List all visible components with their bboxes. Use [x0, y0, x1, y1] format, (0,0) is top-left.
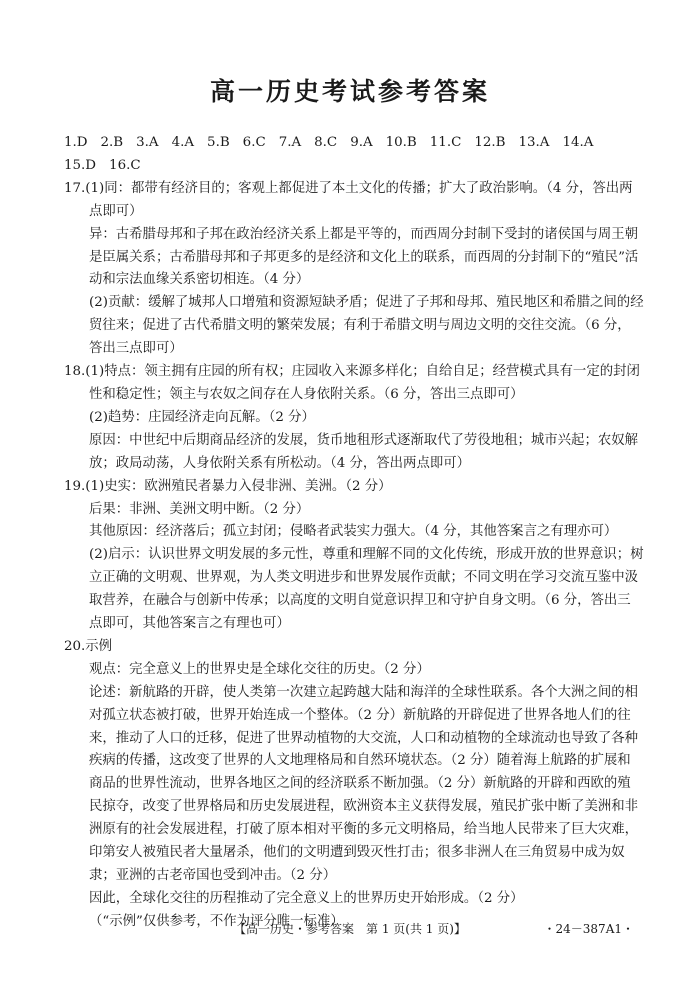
mc-answer: 11.C [429, 135, 462, 150]
q19-part1-consequences: 后果：非洲、美洲文明中断。（2 分） [89, 501, 310, 517]
q18-part2-reasons: 原因：中世纪中后期商品经济的发展，货币地租形式逐渐取代了劳役地租；城市兴起；农奴解放；政局动荡，人身依附关系有所松动。（4 分，答出两点即可） [89, 432, 639, 471]
q20-heading: 20.示例 [64, 638, 113, 654]
q20-conclusion: 因此，全球化交往的历程推动了完全意义上的世界历史开始形成。（2 分） [89, 890, 524, 906]
mc-answer: 7.A [278, 135, 302, 150]
q17-part1-similarities: 17.(1)同：都带有经济目的；客观上都促进了本土文化的传播；扩大了政治影响。（4 分，答出两点即可） [64, 180, 633, 219]
mc-answer: 12.B [474, 135, 506, 150]
q19-part2-lessons: (2)启示：认识世界文明发展的多元性，尊重和理解不同的文化传统，形成开放的世界意识；树立正确的文明观、世界观，为人类文明进步和世界发展作贡献；不同文明在学习交流互鉴中汲取营养，在融合与创新中传承；以高度的文明自觉意识捍卫和守护自身文明。（6 分，答出三点即可，其他答案言之有理也可） [89, 547, 644, 632]
mc-answer: 4.A [171, 135, 195, 150]
answer-content [64, 132, 644, 934]
mc-answer: 15.D [64, 157, 97, 173]
mc-answer: 8.C [314, 135, 338, 150]
q20-note: （“示例”仅供参考，不作为评分唯一标准） [89, 913, 344, 929]
mc-answer: 16.C [109, 157, 141, 173]
q18-part1-features: 18.(1)特点：领主拥有庄园的所有权；庄园收入来源多样化；自给自足；经营模式具有一定的封闭性和稳定性；领主与农奴之间存在人身依附关系。（6 分，答出三点即可） [64, 364, 640, 402]
q18-part2-trend: (2)趋势：庄园经济走向瓦解。（2 分） [89, 409, 315, 425]
q20-viewpoint: 观点：完全意义上的世界史是全球化交往的历史。（2 分） [89, 661, 430, 677]
page-title: 高一历史考试参考答案 [209, 77, 490, 106]
mc-answer: 6.C [242, 135, 266, 150]
mc-answer: 3.A [136, 135, 159, 150]
mc-answer: 9.A [350, 135, 373, 150]
q19-part1-other-reasons: 其他原因：经济落后；孤立封闭；侵略者武装实力强大。（4 分，其他答案言之有理亦可） [89, 524, 618, 540]
mc-answer: 5.B [207, 135, 230, 150]
q20-argument: 论述：新航路的开辟，使人类第一次建立起跨越大陆和海洋的全球性联系。各个大洲之间的相对孤立状态被打破，世界开始连成一个整体。（2 分）新航路的开辟促进了世界各地人们的往来，推动了人口的迁移，促进了世界动植物的大交流，人口和动植物的全球流动也导致了各种疾病的传播，这改变了世界的人文地理格局和自然环境状态。（2 分）随着海上航路的扩展和商品的世界性流动，世界各地区之间的经济联系不断加强。（2 分）新航路的开辟和西欧的殖民掠夺，改变了世界格局和历史发展进程，欧洲资本主义获得发展，殖民扩张中断了美洲和非洲原有的社会发展进程，打破了原本相对平衡的多元文明格局，给当地人民带来了巨大灾难，印第安人被殖民者大量屠杀，他们的文明遭到毁灭性打击；很多非洲人在三角贸易中成为奴隶；亚洲的古老帝国也受到冲击。（2 分） [89, 684, 639, 883]
mc-answer: 14.A [562, 135, 594, 150]
mc-answer: 10.B [385, 135, 417, 150]
multiple-choice-answers [64, 132, 644, 178]
q17-part2-contributions: (2)贡献：缓解了城邦人口增殖和资源短缺矛盾；促进了子邦和母邦、殖民地区和希腊之间的经贸往来；促进了古代希腊文明的繁荣发展；有利于希腊文明与周边文明的交往交流。（6 分，答出三点即可） [89, 295, 644, 357]
mc-answer: 2.B [100, 135, 124, 150]
mc-answer: 1.D [64, 135, 88, 150]
footer-page-info: 【高一历史・参考答案 第 1 页(共 1 页)】 [234, 922, 466, 936]
q17-part1-differences: 异：古希腊母邦和子邦在政治经济关系上都是平等的，而西周分封制下受封的诸侯国与周王朝是臣属关系；古希腊母邦和子邦更多的是经济和文化上的联系，而西周的分封制下的“殖民”活动和宗法血缘关系密切相连。（4 分） [89, 226, 639, 288]
q19-part1-facts: 19.(1)史实：欧洲殖民者暴力入侵非洲、美洲。（2 分） [64, 478, 392, 494]
footer-paper-code: ・24－387A1・ [543, 922, 634, 936]
mc-answer: 13.A [518, 135, 550, 150]
